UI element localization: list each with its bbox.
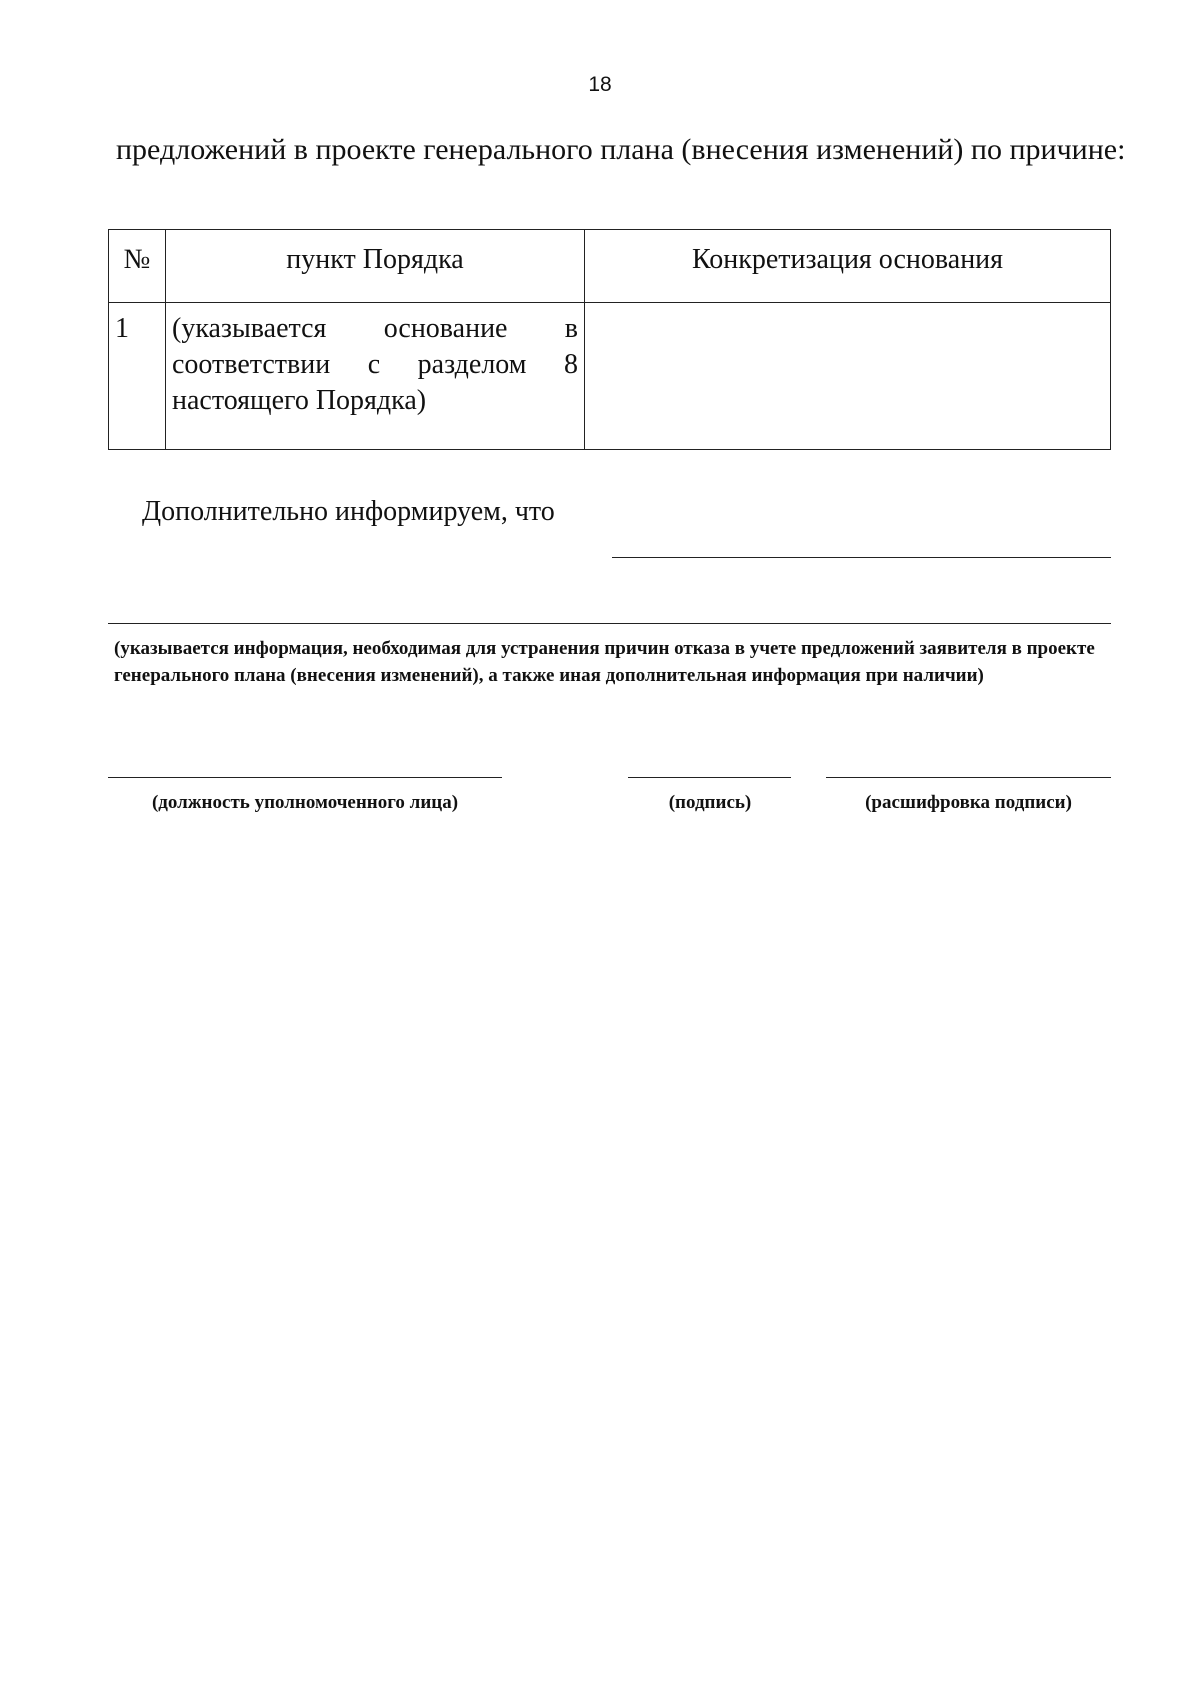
- row-number-cell: 1: [109, 303, 166, 450]
- signature-decoding-line: [826, 777, 1111, 778]
- table-header-row: [109, 230, 1111, 303]
- position-signature-line: [108, 777, 502, 778]
- table-row: [109, 303, 1111, 450]
- row-details-cell: [585, 303, 1111, 450]
- additional-info-lead: Дополнительно информируем, что: [142, 496, 555, 527]
- page-number: 18: [588, 73, 612, 96]
- intro-text: предложений в проекте генерального плана (внесения изменений) по причине:: [116, 133, 1126, 166]
- signature-decoding-caption: (расшифровка подписи): [865, 792, 1072, 813]
- row-clause-cell: (указывается основание в соответствии с разделом 8 настоящего Порядка): [166, 303, 585, 450]
- header-clause: пункт Порядка: [166, 230, 585, 303]
- position-caption: (должность уполномоченного лица): [151, 792, 459, 813]
- additional-info-note: (указывается информация, необходимая для устранения причин отказа в учете предложений заявителя в проекте генерального плана (внесения изменений), а также иная дополнительная информация при наличии): [114, 638, 1095, 686]
- signature-line: [628, 777, 791, 778]
- header-details: Конкретизация основания: [585, 230, 1111, 303]
- additional-info-fill-line-2: [108, 623, 1111, 624]
- reasons-table: [108, 229, 1111, 450]
- header-number: №: [109, 230, 166, 303]
- signature-caption: (подпись): [668, 792, 752, 813]
- additional-info-fill-line-1: [612, 557, 1111, 558]
